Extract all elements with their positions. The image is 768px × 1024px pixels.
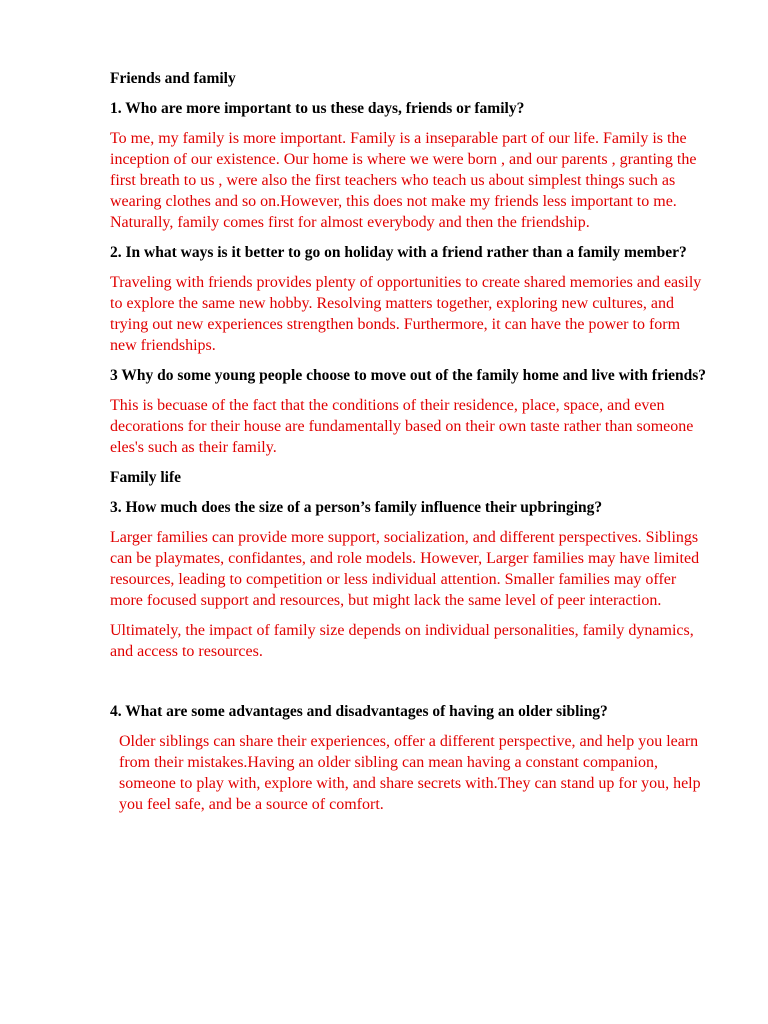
- section-title-friends-and-family: Friends and family: [110, 70, 236, 87]
- question-3-friends: 3 Why do some young people choose to move out of the family home and live with friends?: [110, 367, 707, 384]
- question-4: 4. What are some advantages and disadvantages of having an older sibling?: [110, 703, 608, 720]
- blank-line: [110, 671, 710, 701]
- answer-3-paragraph-2: Ultimately, the impact of family size depends on individual personalities, family dynamics, and access to resources.: [110, 622, 694, 660]
- answer-1: To me, my family is more important. Family is a inseparable part of our life. Family is the inception of our existence. Our home is where we were born , and our parents , granting the first breath to us , were also the first teachers who teach us about simplest things such as wearing clothes and so on.However, this does not make my friends less important to me. Naturally, family comes first for almost everybody and then the friendship.: [110, 130, 697, 231]
- question-2: 2. In what ways is it better to go on holiday with a friend rather than a family member?: [110, 244, 687, 261]
- section-title-family-life: Family life: [110, 469, 182, 486]
- document-page: [110, 68, 710, 824]
- answer-3-paragraph-1: Larger families can provide more support, socialization, and different perspectives. Siblings can be playmates, confidantes, and role models. However, Larger families may have limited resources, leading to competition or less individual attention. Smaller families may offer more focused support and resources, but might lack the same level of peer interaction.: [110, 529, 700, 609]
- question-3-family-size: 3. How much does the size of a person’s family influence their upbringing?: [110, 499, 603, 516]
- answer-2: Traveling with friends provides plenty of opportunities to create shared memories and easily to explore the same new hobby. Resolving matters together, exploring new cultures, and trying out new experiences strengthen bonds. Furthermore, it can have the power to form new friendships.: [110, 274, 702, 354]
- answer-4: Older siblings can share their experiences, offer a different perspective, and help you learn from their mistakes.Having an older sibling can mean having a constant companion, someone to play with, explore with, and share secrets with.They can stand up for you, help you feel safe, and be a source of comfort.: [119, 733, 701, 813]
- answer-3-friends: This is becuase of the fact that the conditions of their residence, place, space, and even decorations for their house are fundamentally based on their own taste rather than someone eles's such as their family.: [110, 397, 694, 456]
- question-1: 1. Who are more important to us these days, friends or family?: [110, 100, 525, 117]
